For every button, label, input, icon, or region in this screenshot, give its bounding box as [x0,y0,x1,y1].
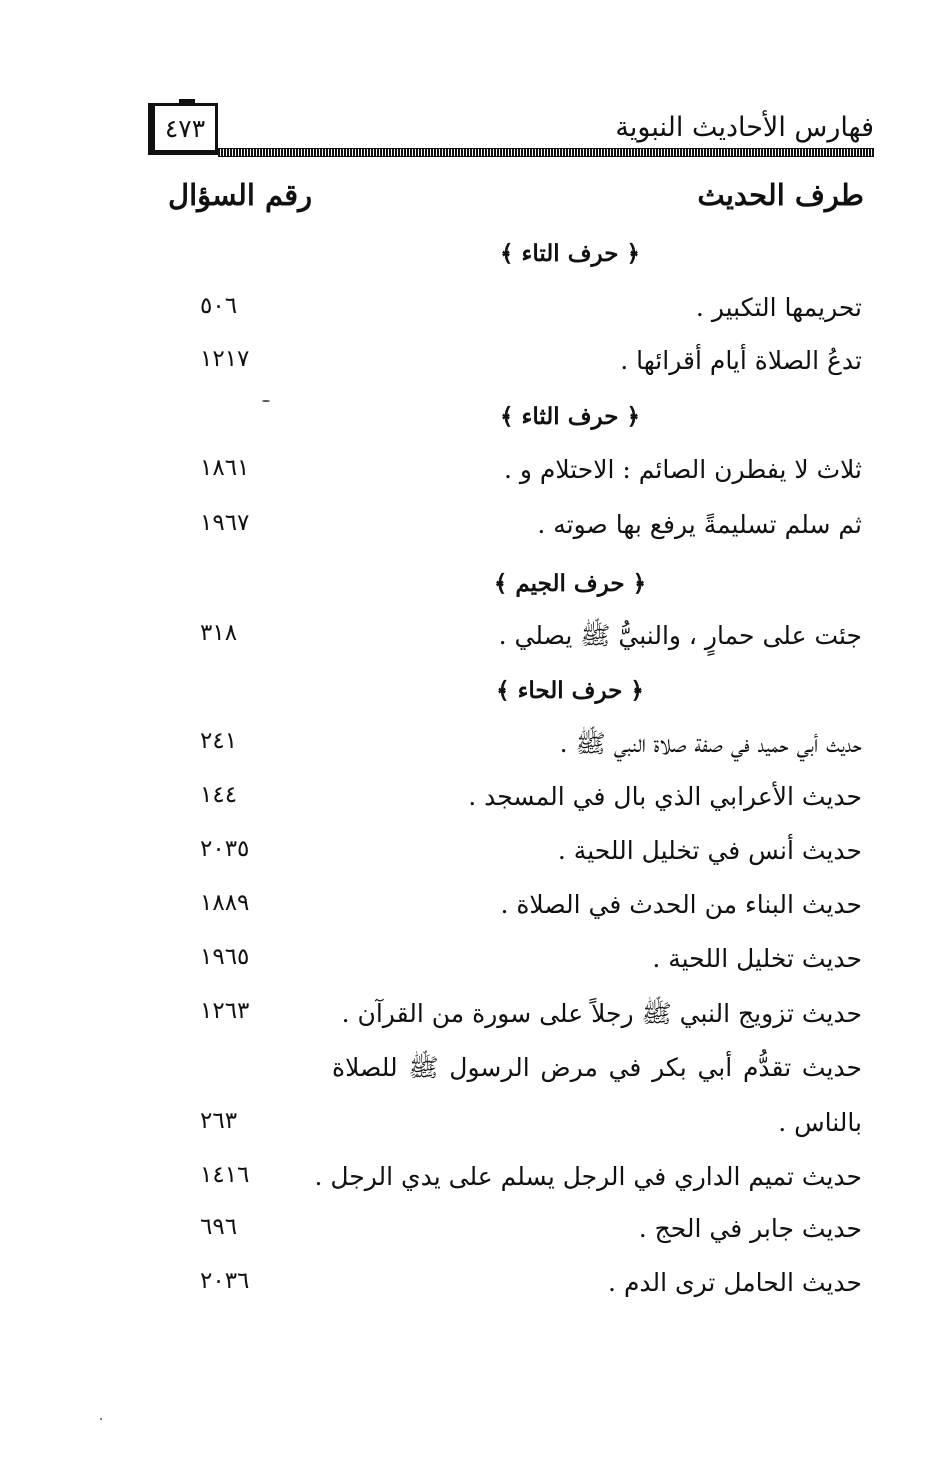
hadith-text: جئت على حمارٍ ، والنبيُّ ﷺ يصلي . [498,621,862,650]
question-number: ١٢١٧ [200,346,250,372]
hadith-text: حديث الأعرابي الذي بال في المسجد . [468,782,862,811]
column-header-question-number: رقم السؤال [168,178,313,212]
question-number: ٢٠٣٥ [200,836,250,862]
question-number: ٥٠٦ [200,293,238,319]
question-number: ٢٠٣٦ [200,1268,250,1294]
section-heading-text: ﴿ حرف التاء ﴾ [500,240,640,267]
hadith-text: حديث تميم الداري في الرجل يسلم على يدي الرجل . [314,1162,862,1191]
running-title: فهارس الأحاديث النبوية [615,112,874,143]
hadith-text: حديث أبي حميد في صفة صلاة النبي ﷺ . [559,729,862,758]
hadith-text: حديث أنس في تخليل اللحية . [557,836,862,865]
hadith-text: حديث تخليل اللحية . [652,944,862,973]
page-number: ٤٧٣ [164,113,206,143]
question-number: ٣١٨ [200,620,238,646]
hadith-text: حديث البناء من الحدث في الصلاة . [500,890,862,919]
hadith-text: ثلاث لا يفطرن الصائم : الاحتلام و . [503,455,862,484]
hadith-text: حديث الحامل ترى الدم . [608,1268,862,1297]
section-heading-text: ﴿ حرف الثاء ﴾ [500,403,640,430]
question-number: ١٤٤ [200,782,238,808]
question-number: ٢٤١ [200,728,238,754]
question-number: ١٩٦٧ [200,510,250,536]
hadith-text: ثم سلم تسليمةً يرفع بها صوته . [537,510,862,539]
hadith-text: تدعُ الصلاة أيام أقرائها . [620,346,862,375]
hadith-text: حديث تزويج النبي ﷺ رجلاً على سورة من القرآن . [341,999,862,1028]
section-heading-text: ﴿ حرف الحاء ﴾ [496,677,644,704]
hadith-text: بالناس . [778,1108,862,1137]
question-number: ١٨٨٩ [200,890,250,916]
question-number: ٢٦٣ [200,1108,238,1134]
section-heading-text: ﴿ حرف الجيم ﴾ [493,570,647,597]
question-number: ١٤١٦ [200,1162,250,1188]
hadith-text: حديث تقدُّم أبي بكر في مرض الرسول ﷺ للصلاة [332,1053,862,1082]
scan-speck [100,1418,102,1420]
hadith-text: تحريمها التكبير . [695,293,862,322]
hadith-text: حديث جابر في الحج . [638,1214,862,1243]
question-number: ١٨٦١ [200,455,250,481]
question-number: ١٩٦٥ [200,944,250,970]
question-number: ١٢٦٣ [200,998,250,1024]
scan-speck [262,400,270,402]
column-header-hadith-opening: طرف الحديث [697,178,864,212]
question-number: ٦٩٦ [200,1214,238,1240]
